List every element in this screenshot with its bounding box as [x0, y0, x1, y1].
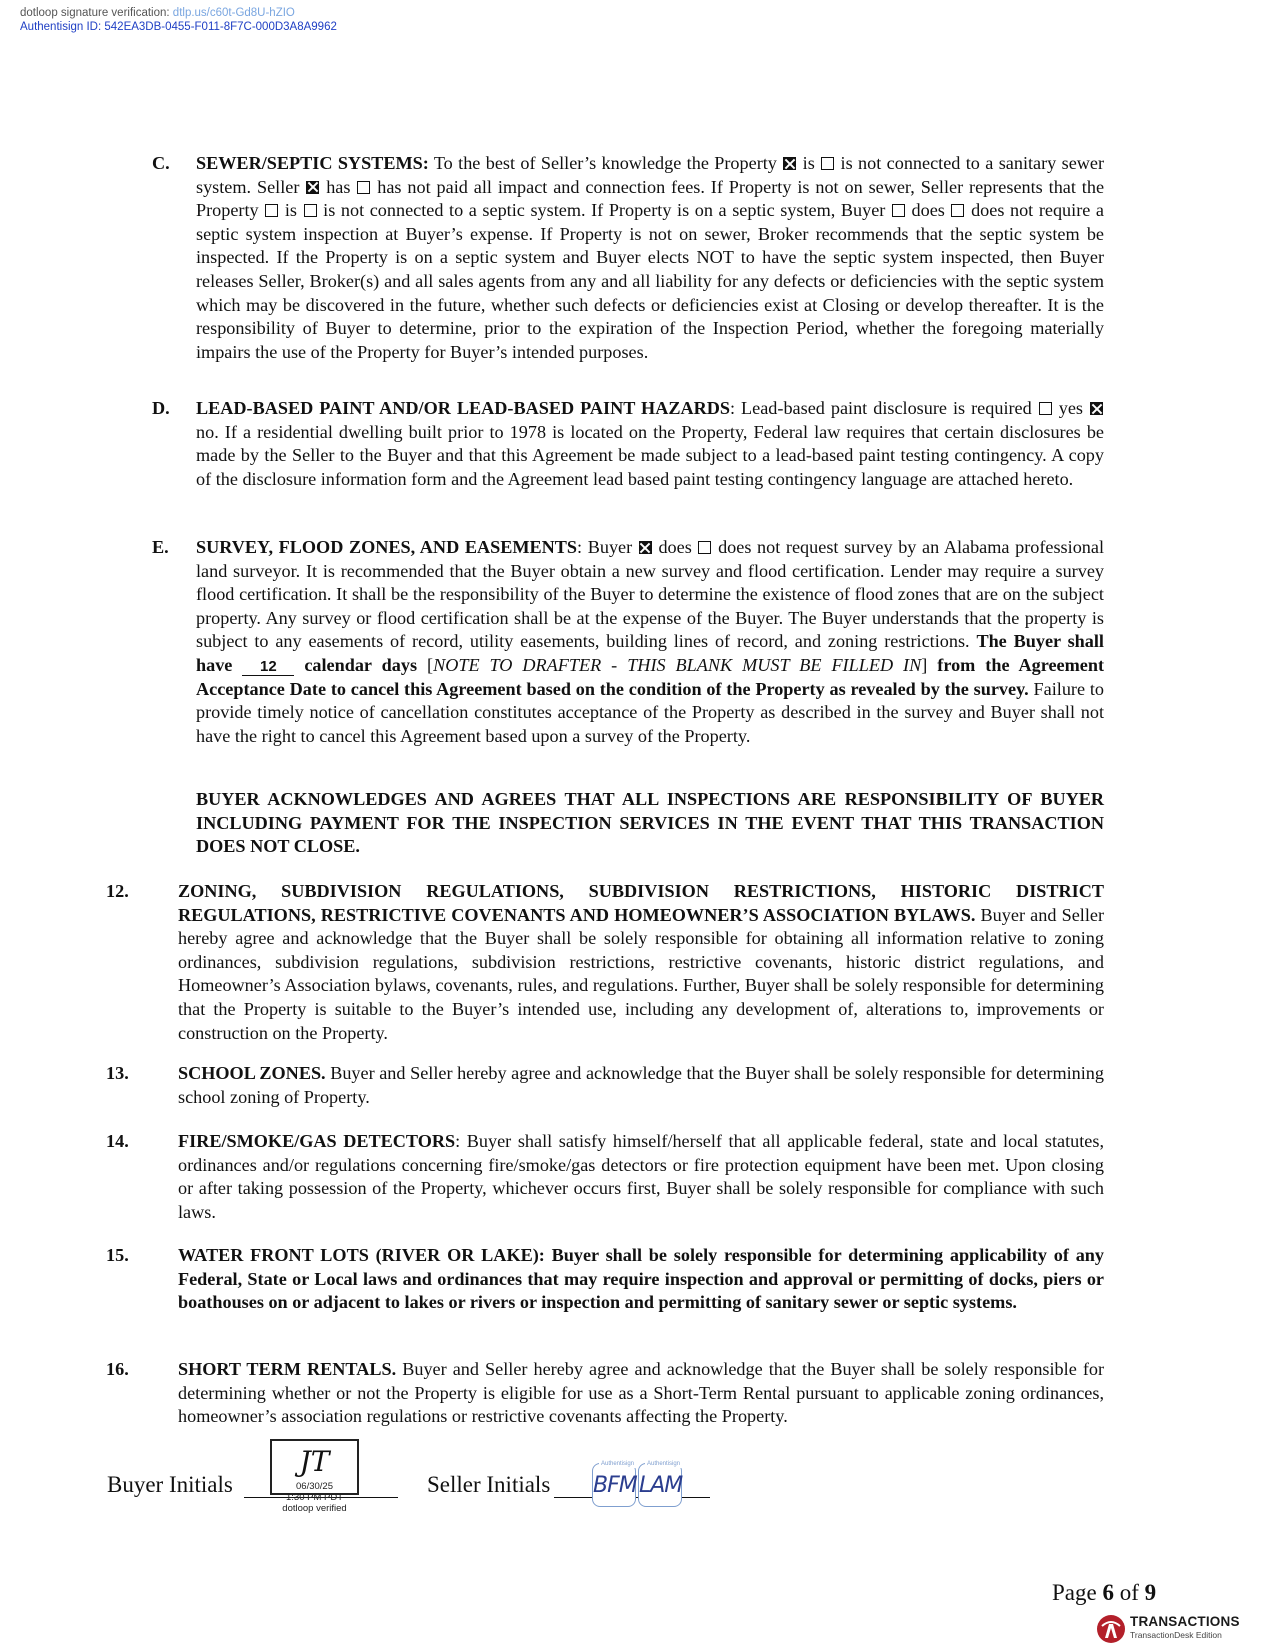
seller-initial-1: BFM: [593, 1473, 637, 1498]
section-15-text: WATER FRONT LOTS (RIVER OR LAKE): Buyer shall be solely responsible for determining applicability of any Federal, State or Local laws and ordinances that may require inspection and approval or permitting of docks, piers or boathouses on or adjacent to lakes or rivers or inspection and permitting of sanitary sewer or septic systems.: [178, 1245, 1104, 1313]
sewer-is-checkbox[interactable]: [783, 157, 796, 170]
stamp-date: 06/30/25: [296, 1481, 333, 1492]
brand-edition: TransactionDesk Edition: [1130, 1630, 1222, 1640]
fees-has-not-checkbox[interactable]: [357, 181, 370, 194]
page-current: 6: [1102, 1580, 1114, 1605]
section-13-label: 13.: [106, 1063, 129, 1083]
section-c-text-1: To the best of Seller’s knowledge the Property: [433, 153, 777, 173]
section-e-label: E.: [152, 537, 169, 557]
stamp-time: 1:30 PM PDT: [285, 1492, 344, 1503]
section-14-text: [178, 1130, 1104, 1224]
section-d-title: LEAD-BASED PAINT AND/OR LEAD-BASED PAINT HAZARDS: [196, 398, 730, 418]
section-c-text-9: does not require a septic system inspection at Buyer’s expense. If Property is not on sewer, Broker recommends that the septic system be inspected. If the Property is on a septic system and Buyer elects NOT to have the septic system inspected, then Buyer releases Seller, Broker(s) and all sales agents from any and all liability for any defects or deficiencies with the septic system which may be discovered in the future, whether such defects or deficiencies exist at Closing or develop thereafter. It is the responsibility of Buyer to determine, prior to the expiration of the Inspection Period, whether the foregoing materially impairs the use of the Property for Buyer’s intended purposes.: [196, 200, 1104, 362]
section-14-label: 14.: [106, 1131, 129, 1151]
section-d-text-1: : Lead-based paint disclosure is required: [729, 398, 1032, 418]
section-c-text-7: is not connected to a septic system. If Property is on a septic system, Buyer: [323, 200, 886, 221]
section-d-text-3: no. If a residential dwelling built prior to 1978 is located on the Property, Federal law requires that certain disclosures be made by the Seller to the Buyer and that this Agreement be made subject to a lead-based paint testing contingency. A copy of the disclosure information form and the Agreement lead based paint testing contingency language are attached hereto.: [196, 421, 1104, 489]
section-14-title: FIRE/SMOKE/GAS DETECTORS: [178, 1131, 456, 1151]
section-e-title: SURVEY, FLOOD ZONES, AND EASEMENTS: [196, 537, 578, 557]
section-13-text: [178, 1062, 1104, 1109]
section-d-text: [196, 397, 1104, 491]
inspection-does-checkbox[interactable]: [892, 204, 905, 217]
section-14-body: : Buyer shall satisfy himself/herself that all applicable federal, state and local statutes, ordinances and/or regulations concerning fire/smoke/gas detectors or fire protection equipment have been met. Upon closing or after taking possession of the Property, whichever occurs first, Buyer shall be solely responsible for compliance with such laws.: [178, 1131, 1104, 1222]
lead-no-checkbox[interactable]: [1090, 402, 1103, 415]
section-12-label: 12.: [106, 881, 129, 901]
section-13: [106, 1062, 1104, 1109]
section-e-text-3: does not request survey by an Alabama professional land surveyor. It is recommended that the Buyer obtain a new survey and flood certification. Lender may require a survey flood certification. It shall be the responsibility of the Buyer to determine the existence of flood zones that are on the subject property. Any survey or flood certification shall be at the expense of the Buyer. The Buyer understands that the property is subject to any easements of record, utility easements, building lines of record, and zoning restrictions.: [196, 537, 1105, 652]
drafter-note: NOTE TO DRAFTER - THIS BLANK MUST BE FILLED IN: [433, 654, 922, 675]
section-e-bold-3: from the Agreement Acceptance Date to cancel this Agreement based on the condition of the Property as revealed by the survey.: [196, 654, 1105, 699]
authentisign-id: Authentisign ID: 542EA3DB-0455-F011-8F7C-000D3A8A9962: [20, 21, 337, 33]
section-c-text-8: does: [911, 200, 945, 221]
note-close-bracket: ]: [921, 654, 928, 675]
verification-header: [20, 6, 337, 34]
note-open-bracket: [: [427, 654, 434, 675]
buyer-signature: JT: [299, 1445, 330, 1478]
section-c-text: [196, 152, 1104, 364]
survey-days-field[interactable]: 12: [242, 658, 294, 676]
section-c-title: SEWER/SEPTIC SYSTEMS:: [196, 153, 429, 173]
section-12: [106, 880, 1104, 1045]
authentisign-tag-2: Authentisign: [647, 1461, 681, 1467]
section-12-text: [178, 880, 1104, 1045]
section-d-label: D.: [152, 398, 170, 418]
buyer-initials-label: Buyer Initials: [107, 1472, 233, 1497]
authentisign-tag-1: Authentisign: [601, 1461, 635, 1467]
section-e: [152, 536, 1105, 748]
section-e-text-4: Failure to provide timely notice of cancellation constitutes acceptance of the Property as described in the survey and Buyer shall not have the right to cancel this Agreement based upon a survey of the Property.: [196, 678, 1104, 746]
septic-is-checkbox[interactable]: [265, 204, 278, 217]
brand-name: TRANSACTIONS: [1130, 1614, 1240, 1629]
dotloop-verification-line: [20, 6, 337, 20]
section-c-text-2: is: [802, 153, 815, 173]
section-d: [152, 397, 1104, 491]
fees-has-checkbox[interactable]: [306, 181, 319, 194]
section-15-label: 15.: [106, 1245, 129, 1265]
seller-initials-box-1[interactable]: [592, 1463, 636, 1507]
transactions-logo-icon: [1096, 1614, 1126, 1644]
section-c-label: C.: [152, 153, 170, 173]
section-e-bold-1: The Buyer shall have: [196, 631, 1104, 675]
transactions-brand: [1096, 1612, 1266, 1646]
survey-does-checkbox[interactable]: [639, 541, 652, 554]
inspection-does-not-checkbox[interactable]: [951, 204, 964, 217]
seller-initials-box-2[interactable]: [638, 1463, 682, 1507]
section-e-text: [196, 536, 1104, 748]
lead-yes-checkbox[interactable]: [1039, 402, 1052, 415]
section-c-text-6: is: [284, 200, 297, 221]
section-16-body: Buyer and Seller hereby agree and acknowledge that the Buyer shall be solely responsible for determining whether or not the Property is eligible for use as a Short-Term Rental pursuant to applicable zoning ordinances, homeowner’s association regulations or restrictive covenants affecting the Property.: [178, 1359, 1105, 1427]
section-12-title: ZONING, SUBDIVISION REGULATIONS, SUBDIVISION RESTRICTIONS, HISTORIC DISTRICT REGULATIONS, RESTRICTIVE COVENANTS AND HOMEOWNER’S ASSOCIATION BYLAWS.: [178, 881, 1104, 925]
stamp-verified: dotloop verified: [282, 1503, 347, 1514]
section-c-text-3: is not connected to a sanitary sewer system. Seller: [196, 153, 1105, 197]
section-15: [106, 1244, 1104, 1315]
section-16-text: [178, 1358, 1104, 1429]
page-of: of: [1119, 1580, 1139, 1605]
section-13-title: SCHOOL ZONES.: [178, 1063, 326, 1083]
section-16: [106, 1358, 1105, 1429]
verification-link[interactable]: dtlp.us/c60t-Gd8U-hZIO: [172, 7, 295, 19]
survey-does-not-checkbox[interactable]: [698, 541, 711, 554]
section-c-text-5: has not paid all impact and connection fees. If Property is not on sewer, Seller represents that the Property: [196, 176, 1105, 221]
inspection-acknowledgement: BUYER ACKNOWLEDGES AND AGREES THAT ALL INSPECTIONS ARE RESPONSIBILITY OF BUYER INCLUDING PAYMENT FOR THE INSPECTION SERVICES IN THE EVENT THAT THIS TRANSACTION DOES NOT CLOSE.: [196, 789, 1104, 857]
seller-initial-2: LAM: [639, 1473, 683, 1498]
section-e-bold-2: calendar days: [304, 654, 418, 675]
section-e-text-1: : Buyer: [577, 537, 633, 557]
section-12-body: Buyer and Seller hereby agree and acknowledge that the Buyer shall be solely responsible for obtaining all information relative to zoning ordinances, subdivision regulations, subdivision restrictions, restrictive covenants, historic district regulations, and Homeowner’s Association bylaws, covenants, rules, and regulations. Further, Buyer shall be solely responsible for determining that the Property is suitable to the Buyer’s intended use, including any development of, alterations to, improvements or construction on the Property.: [178, 904, 1104, 1043]
section-c: [152, 152, 1105, 364]
section-d-text-2: yes: [1058, 398, 1084, 418]
section-c-text-4: has: [326, 176, 351, 197]
section-13-body: Buyer and Seller hereby agree and acknowledge that the Buyer shall be solely responsible for determining school zoning of Property.: [178, 1063, 1104, 1107]
section-16-title: SHORT TERM RENTALS.: [178, 1359, 397, 1379]
section-e-text-2: does: [658, 537, 692, 557]
septic-is-not-checkbox[interactable]: [304, 204, 317, 217]
seller-initials-label: Seller Initials: [427, 1472, 551, 1497]
verification-label: dotloop signature verification:: [20, 7, 170, 19]
page-total: 9: [1144, 1580, 1157, 1605]
page-number: [1052, 1580, 1156, 1606]
sewer-is-not-checkbox[interactable]: [821, 157, 834, 170]
section-16-label: 16.: [106, 1359, 129, 1379]
page-prefix: Page: [1052, 1580, 1097, 1605]
stamp-meta: [262, 1481, 367, 1514]
section-14: [106, 1130, 1104, 1224]
